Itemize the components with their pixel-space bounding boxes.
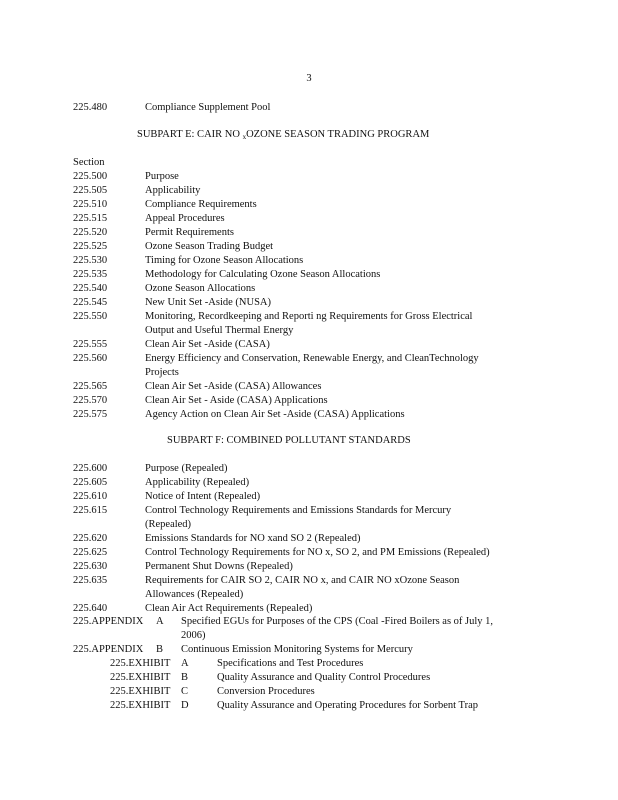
section-number: 225.555 [73,339,108,350]
page-number: 3 [306,73,312,84]
section-number: 225.610 [73,491,108,502]
appendix-title: Specified EGUs for Purposes of the CPS (Coal -Fired Boilers as of July 1, [181,616,494,627]
section-number: 225.510 [73,199,108,210]
section-label: Section [73,157,105,168]
section-title: Compliance Requirements [145,199,257,210]
section-number: 225.575 [73,409,108,420]
section-number: 225.505 [73,185,108,196]
section-title: Monitoring, Recordkeeping and Reporti ng Requirements for Gross Electrical [145,311,473,322]
section-title: Permanent Shut Downs (Repealed) [145,561,293,572]
section-number: 225.535 [73,269,108,280]
exhibit-letter: D [181,700,189,711]
exhibit-number: 225.EXHIBIT [110,686,171,697]
section-number: 225.550 [73,311,108,322]
appendix-title: Continuous Emission Monitoring Systems for Mercury [181,644,413,655]
section-number: 225.640 [73,603,108,614]
section-title-cont: Output and Useful Thermal Energy [145,325,294,336]
appendix-title-cont: 2006) [181,630,206,641]
appendix-number: 225.APPENDIX [73,644,144,655]
section-title: Agency Action on Clean Air Set -Aside (CASA) Applications [145,409,405,420]
section-title-cont: Projects [145,367,179,378]
exhibit-letter: B [181,672,189,683]
exhibit-title: Conversion Procedures [217,686,315,697]
exhibit-number: 225.EXHIBIT [110,700,171,711]
section-title: Applicability [145,185,201,196]
appendix-letter: A [156,616,164,627]
subpart-e-heading: SUBPART E: CAIR NO $_x$OZONE SEASON TRADING PROGRAM [137,129,430,141]
section-title: Notice of Intent (Repealed) [145,491,261,502]
section-title: Permit Requirements [145,227,234,238]
section-number: 225.625 [73,547,108,558]
section-title: Methodology for Calculating Ozone Season Allocations [145,269,381,280]
section-number: 225.630 [73,561,108,572]
exhibit-title: Quality Assurance and Quality Control Procedures [217,672,431,683]
section-title: Ozone Season Allocations [145,283,256,294]
section-title: Ozone Season Trading Budget [145,241,274,252]
section-title-cont: (Repealed) [145,519,192,530]
section-title: Timing for Ozone Season Allocations [145,255,304,266]
section-title: Clean Air Act Requirements (Repealed) [145,603,313,614]
section-title: Purpose [145,171,179,182]
exhibit-number: 225.EXHIBIT [110,672,171,683]
section-title: Purpose (Repealed) [145,463,228,474]
section-title: Energy Efficiency and Conservation, Renewable Energy, and CleanTechnology [145,353,479,364]
section-title: Appeal Procedures [145,213,225,224]
section-number: 225.500 [73,171,108,182]
section-title: Emissions Standards for NO xand SO 2 (Repealed) [145,533,361,544]
section-number: 225.520 [73,227,108,238]
section-title-cont: Allowances (Repealed) [145,589,244,600]
section-number: 225.615 [73,505,108,516]
section-number: 225.635 [73,575,108,586]
section-title: Requirements for CAIR SO 2, CAIR NO x, and CAIR NO xOzone Season [145,575,460,586]
section-number: 225.560 [73,353,108,364]
section-number: 225.515 [73,213,108,224]
section-number: 225.525 [73,241,108,252]
section-title: Clean Air Set -Aside (CASA) Allowances [145,381,322,392]
section-number: 225.480 [73,102,108,113]
exhibit-title: Quality Assurance and Operating Procedures for Sorbent Trap [217,700,478,711]
exhibit-number: 225.EXHIBIT [110,658,171,669]
section-title: Compliance Supplement Pool [145,102,271,113]
section-title: Control Technology Requirements and Emissions Standards for Mercury [145,505,452,516]
section-title: New Unit Set -Aside (NUSA) [145,297,271,308]
section-title: Control Technology Requirements for NO x, SO 2, and PM Emissions (Repealed) [145,547,490,558]
section-number: 225.570 [73,395,108,406]
section-number: 225.540 [73,283,108,294]
section-number: 225.605 [73,477,108,488]
section-number: 225.530 [73,255,108,266]
subpart-f-heading: SUBPART F: COMBINED POLLUTANT STANDARDS [167,435,411,446]
section-number: 225.565 [73,381,108,392]
section-number: 225.545 [73,297,108,308]
section-title: Clean Air Set - Aside (CASA) Applications [145,395,328,406]
section-title: Clean Air Set -Aside (CASA) [145,339,270,350]
section-title: Applicability (Repealed) [145,477,250,488]
section-number: 225.620 [73,533,108,544]
appendix-number: 225.APPENDIX [73,616,144,627]
appendix-letter: B [156,644,164,655]
exhibit-letter: A [181,658,189,669]
section-number: 225.600 [73,463,108,474]
exhibit-letter: C [181,686,189,697]
exhibit-title: Specifications and Test Procedures [217,658,364,669]
